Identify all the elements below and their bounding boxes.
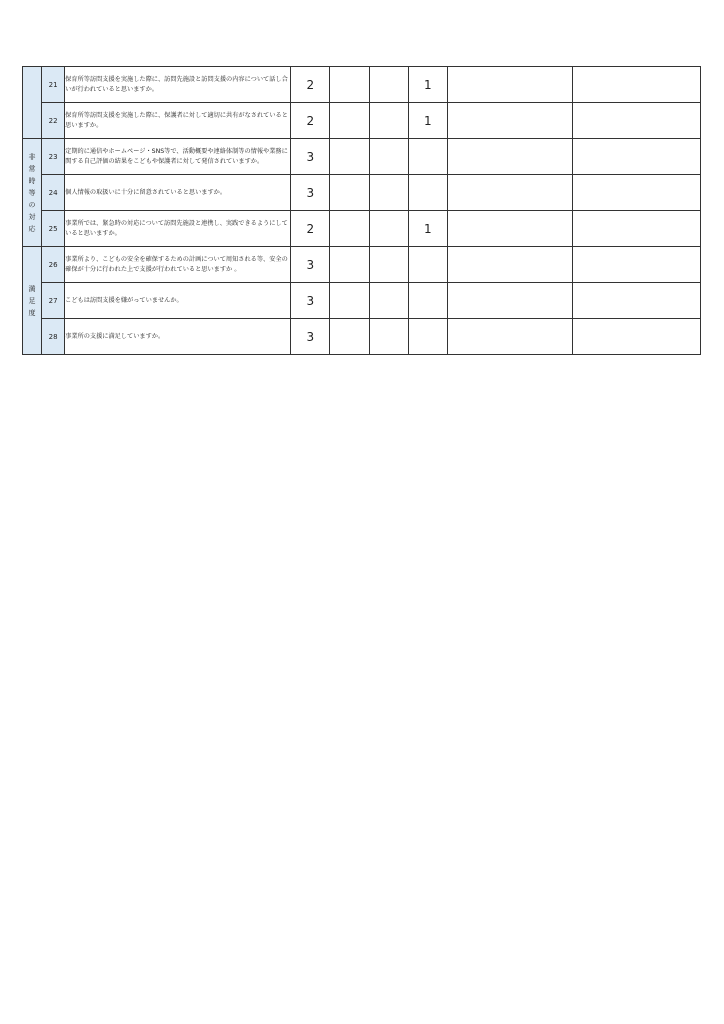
response-cell	[573, 211, 701, 247]
question-number: 25	[42, 211, 65, 247]
answer-yes: 2	[291, 103, 330, 139]
answer-no	[369, 67, 408, 103]
category-char: 足	[28, 296, 36, 305]
survey-table	[22, 66, 701, 355]
response-cell	[573, 139, 701, 175]
category-char: 満	[28, 284, 36, 293]
question-text: 事業所では、緊急時の対応について訪問先施設と連携し、実践できるようにしていると思いますか。	[65, 211, 291, 247]
answer-neutral	[330, 283, 369, 319]
answer-neutral	[330, 247, 369, 283]
answer-no	[369, 211, 408, 247]
category-cell-continued	[23, 67, 42, 139]
comment-cell	[447, 247, 573, 283]
answer-neutral	[330, 319, 369, 355]
response-cell	[573, 175, 701, 211]
question-text: 個人情報の取扱いに十分に留意されていると思いますか。	[65, 175, 291, 211]
answer-unknown: 1	[408, 67, 447, 103]
response-cell	[573, 283, 701, 319]
comment-cell	[447, 319, 573, 355]
answer-unknown	[408, 283, 447, 319]
question-number: 23	[42, 139, 65, 175]
answer-yes: 3	[291, 139, 330, 175]
category-emergency	[23, 139, 42, 247]
question-number: 26	[42, 247, 65, 283]
category-char: 常	[28, 164, 36, 173]
answer-neutral	[330, 139, 369, 175]
category-char: 時	[28, 176, 36, 185]
comment-cell	[447, 283, 573, 319]
answer-neutral	[330, 67, 369, 103]
answer-no	[369, 103, 408, 139]
table-row	[23, 247, 701, 283]
table-row	[23, 319, 701, 355]
table-row	[23, 67, 701, 103]
answer-unknown: 1	[408, 211, 447, 247]
question-text: 定期的に通信やホームページ・SNS等で、活動概要や連絡体制等の情報や業務に関する自己評価の結果をこどもや保護者に対して発信されていますか。	[65, 139, 291, 175]
question-number: 22	[42, 103, 65, 139]
comment-cell	[447, 139, 573, 175]
question-number: 28	[42, 319, 65, 355]
answer-no	[369, 139, 408, 175]
answer-no	[369, 319, 408, 355]
response-cell	[573, 67, 701, 103]
answer-no	[369, 247, 408, 283]
answer-unknown	[408, 319, 447, 355]
response-cell	[573, 319, 701, 355]
answer-neutral	[330, 211, 369, 247]
answer-unknown	[408, 139, 447, 175]
answer-unknown	[408, 247, 447, 283]
table-row	[23, 211, 701, 247]
answer-unknown: 1	[408, 103, 447, 139]
table-row	[23, 139, 701, 175]
comment-cell	[447, 175, 573, 211]
question-text: 保育所等訪問支援を実施した際に、訪問先施設と訪問支援の内容について話し合いが行われていると思いますか。	[65, 67, 291, 103]
comment-cell	[447, 67, 573, 103]
answer-no	[369, 175, 408, 211]
question-number: 24	[42, 175, 65, 211]
category-char: の	[28, 200, 36, 209]
question-text: 事業所の支援に満足していますか。	[65, 319, 291, 355]
answer-yes: 3	[291, 283, 330, 319]
answer-unknown	[408, 175, 447, 211]
category-char: 対	[28, 212, 36, 221]
table-row	[23, 283, 701, 319]
question-text: こどもは訪問支援を嫌がっていませんか。	[65, 283, 291, 319]
answer-yes: 2	[291, 67, 330, 103]
answer-neutral	[330, 175, 369, 211]
question-text: 事業所より、こどもの安全を確保するための計画について周知される等、安全の確保が十分に行われた上で支援が行われていると思いますか 。	[65, 247, 291, 283]
response-cell	[573, 103, 701, 139]
answer-no	[369, 283, 408, 319]
answer-neutral	[330, 103, 369, 139]
answer-yes: 3	[291, 247, 330, 283]
category-satisfaction	[23, 247, 42, 355]
answer-yes: 3	[291, 319, 330, 355]
category-char: 応	[28, 224, 36, 233]
question-number: 21	[42, 67, 65, 103]
category-char: 等	[28, 188, 36, 197]
question-number: 27	[42, 283, 65, 319]
response-cell	[573, 247, 701, 283]
answer-yes: 3	[291, 175, 330, 211]
category-char: 非	[28, 152, 36, 161]
answer-yes: 2	[291, 211, 330, 247]
comment-cell	[447, 103, 573, 139]
table-row	[23, 175, 701, 211]
table-row	[23, 103, 701, 139]
comment-cell	[447, 211, 573, 247]
category-char: 度	[28, 308, 36, 317]
question-text: 保育所等訪問支援を実施した際に、保護者に対して適切に共有がなされていると思いますか。	[65, 103, 291, 139]
